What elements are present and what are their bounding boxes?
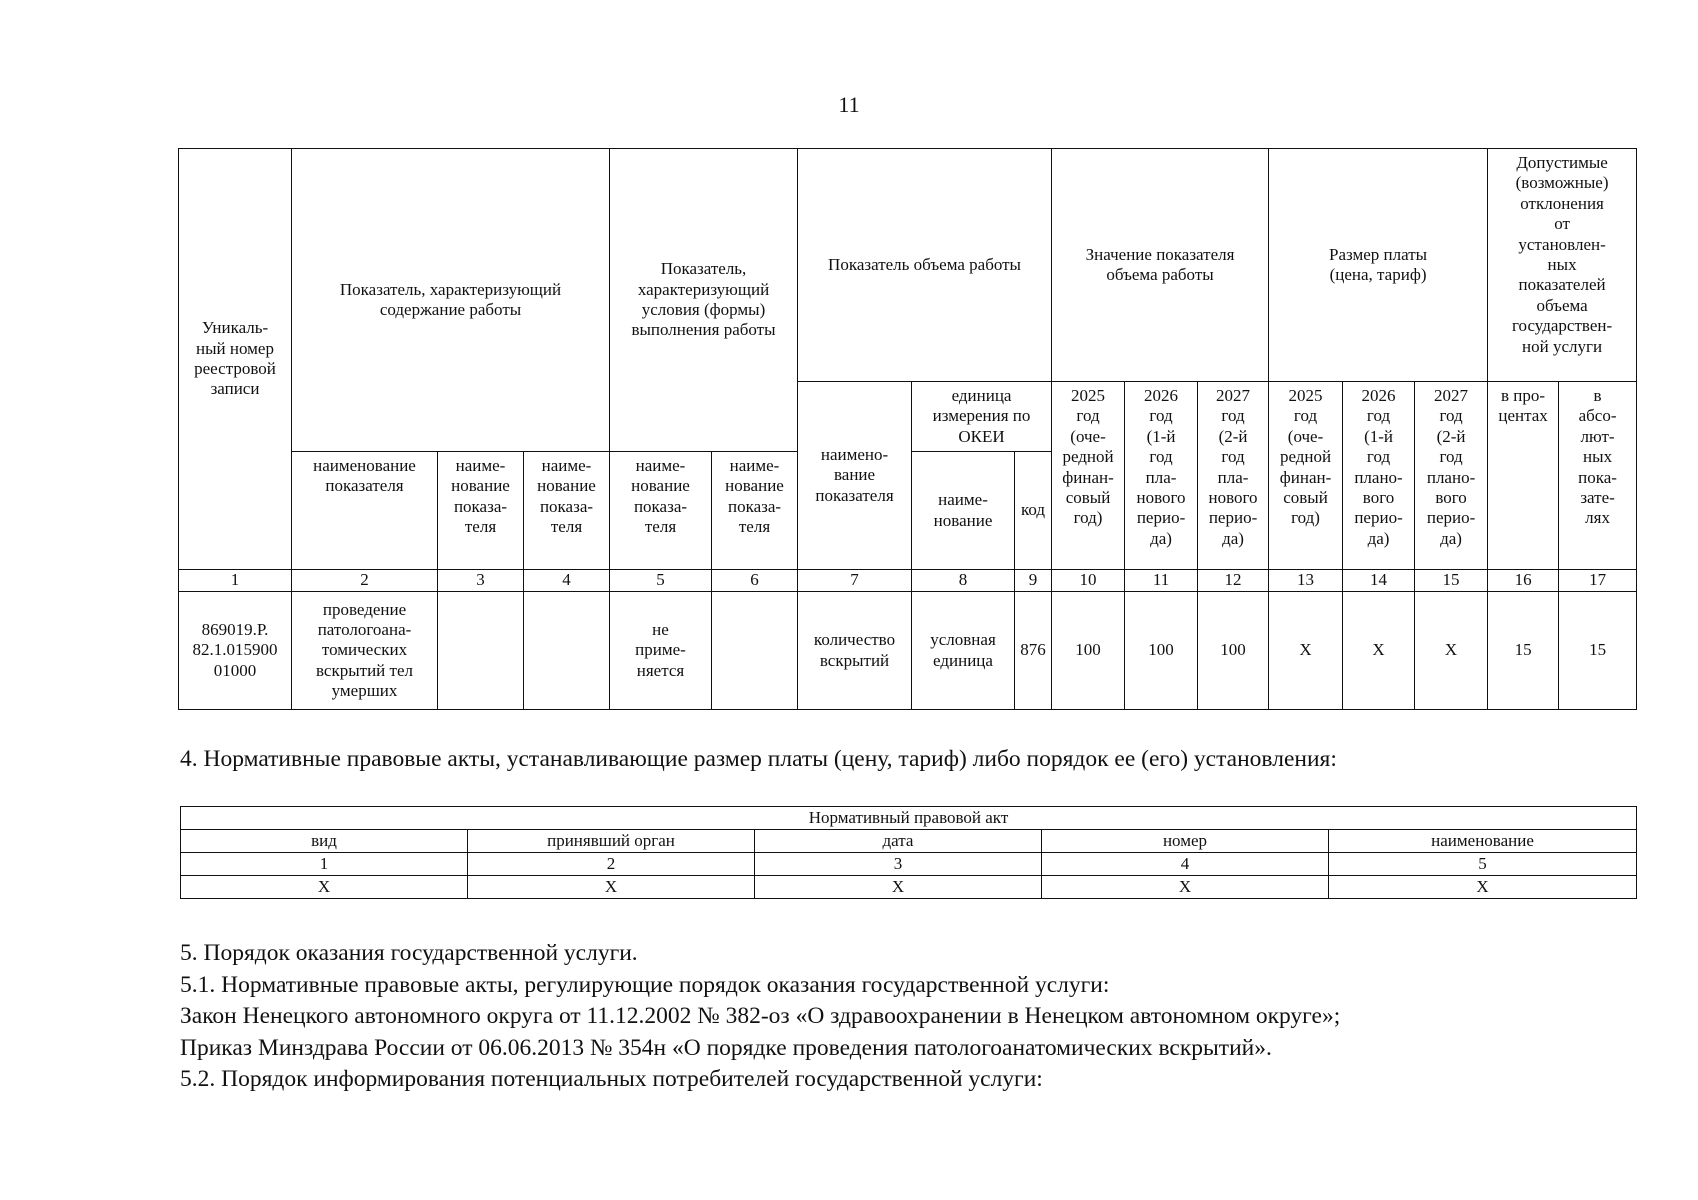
header-fee-2026: 2026 год (1-й год плано- вого перио- да) (1343, 382, 1415, 570)
section-5-title: 5. Порядок оказания государственной услуги. (180, 940, 638, 966)
section-4-heading: 4. Нормативные правовые акты, устанавливающие размер платы (цену, тариф) либо порядок ее (его) установления: (180, 746, 1337, 772)
header-unit-name: наиме- нование (912, 452, 1015, 570)
column-number-9: 9 (1015, 570, 1052, 592)
legal-act-cell-2: Х (468, 876, 755, 899)
column-number-1: 1 (179, 570, 292, 592)
column-number-3: 3 (438, 570, 524, 592)
header-conditions-name-2: наиме- нование показа- теля (712, 452, 798, 570)
table-cell-17: 15 (1559, 592, 1637, 710)
column-number-4: 4 (524, 570, 610, 592)
table-cell-2: проведение патологоана- томических вскрытий тел умерших (292, 592, 438, 710)
header-volume-indicator: Показатель объема работы (798, 149, 1052, 382)
legal-act-number-2: 2 (468, 853, 755, 876)
column-number-15: 15 (1415, 570, 1488, 592)
header-deviation-percent: в про- центах (1488, 382, 1559, 570)
table-cell-5: не приме- няется (610, 592, 712, 710)
header-fee-2025: 2025 год (оче- редной финан- совый год) (1269, 382, 1343, 570)
header-volume-value: Значение показателя объема работы (1052, 149, 1269, 382)
table-cell-8: условная единица (912, 592, 1015, 710)
table-cell-10: 100 (1052, 592, 1125, 710)
column-number-12: 12 (1198, 570, 1269, 592)
column-number-17: 17 (1559, 570, 1637, 592)
legal-act-number-3: 3 (755, 853, 1042, 876)
legal-act-column-4: номер (1042, 830, 1329, 853)
service-volume-table (178, 148, 1637, 710)
header-content-name-2: наиме- нование показа- теля (438, 452, 524, 570)
legal-act-table (180, 806, 1637, 899)
column-number-2: 2 (292, 570, 438, 592)
page-number: 11 (838, 92, 860, 117)
header-content-indicator: Показатель, характеризующий содержание работы (292, 149, 610, 452)
column-number-row (179, 570, 1637, 592)
law-reference-2: Приказ Минздрава России от 06.06.2013 № 354н «О порядке проведения патологоанатомических вскрытий». (180, 1034, 1272, 1061)
legal-act-number-1: 1 (181, 853, 468, 876)
header-unique-number: Уникаль- ный номер реестровой записи (179, 149, 292, 570)
header-conditions-name-1: наиме- нование показа- теля (610, 452, 712, 570)
table-cell-16: 15 (1488, 592, 1559, 710)
table-cell-12: 100 (1198, 592, 1269, 710)
column-number-14: 14 (1343, 570, 1415, 592)
column-number-6: 6 (712, 570, 798, 592)
legal-act-column-2: принявший орган (468, 830, 755, 853)
header-unit-code: код (1015, 452, 1052, 570)
legal-act-cell-5: Х (1329, 876, 1637, 899)
header-content-name-1: наименование показателя (292, 452, 438, 570)
legal-act-title: Нормативный правовой акт (181, 807, 1637, 830)
table-cell-6 (712, 592, 798, 710)
legal-act-number-5: 5 (1329, 853, 1637, 876)
table-cell-1: 869019.Р. 82.1.015900 01000 (179, 592, 292, 710)
header-content-name-3: наиме- нование показа- теля (524, 452, 610, 570)
table-cell-15: Х (1415, 592, 1488, 710)
header-deviation: Допустимые (возможные) отклонения от установлен- ных показателей объема государствен- ной услуги (1488, 149, 1637, 382)
table-cell-4 (524, 592, 610, 710)
section-5-1: 5.1. Нормативные правовые акты, регулирующие порядок оказания государственной услуги: (180, 971, 1110, 998)
table-cell-3 (438, 592, 524, 710)
column-number-10: 10 (1052, 570, 1125, 592)
table-cell-11: 100 (1125, 592, 1198, 710)
law-reference-1: Закон Ненецкого автономного округа от 11.12.2002 № 382-оз «О здравоохранении в Ненецком автономном округе»; (180, 1003, 1341, 1029)
column-number-13: 13 (1269, 570, 1343, 592)
header-conditions-indicator: Показатель, характеризующий условия (формы) выполнения работы (610, 149, 798, 452)
column-number-5: 5 (610, 570, 712, 592)
column-number-16: 16 (1488, 570, 1559, 592)
column-number-7: 7 (798, 570, 912, 592)
legal-act-cell-4: Х (1042, 876, 1329, 899)
table-row (179, 592, 1637, 710)
legal-act-cell-1: Х (181, 876, 468, 899)
legal-act-column-3: дата (755, 830, 1042, 853)
header-value-2027: 2027 год (2-й год пла- нового перио- да) (1198, 382, 1269, 570)
header-value-2025: 2025 год (оче- редной финан- совый год) (1052, 382, 1125, 570)
legal-act-column-1: вид (181, 830, 468, 853)
column-number-11: 11 (1125, 570, 1198, 592)
header-volume-name: наимено- вание показателя (798, 382, 912, 570)
header-deviation-absolute: в абсо- лют- ных пока- зате- лях (1559, 382, 1637, 570)
table-cell-7: количество вскрытий (798, 592, 912, 710)
table-cell-14: Х (1343, 592, 1415, 710)
header-fee-2027: 2027 год (2-й год плано- вого перио- да) (1415, 382, 1488, 570)
header-value-2026: 2026 год (1-й год пла- нового перио- да) (1125, 382, 1198, 570)
table-cell-13: Х (1269, 592, 1343, 710)
column-number-8: 8 (912, 570, 1015, 592)
header-unit-okei: единица измерения по ОКЕИ (912, 382, 1052, 452)
section-5-2: 5.2. Порядок информирования потенциальных потребителей государственной услуги: (180, 1066, 1043, 1092)
legal-act-number-4: 4 (1042, 853, 1329, 876)
header-fee: Размер платы (цена, тариф) (1269, 149, 1488, 382)
section-5 (180, 938, 1340, 1096)
table-cell-9: 876 (1015, 592, 1052, 710)
legal-act-cell-3: Х (755, 876, 1042, 899)
legal-act-column-5: наименование (1329, 830, 1637, 853)
